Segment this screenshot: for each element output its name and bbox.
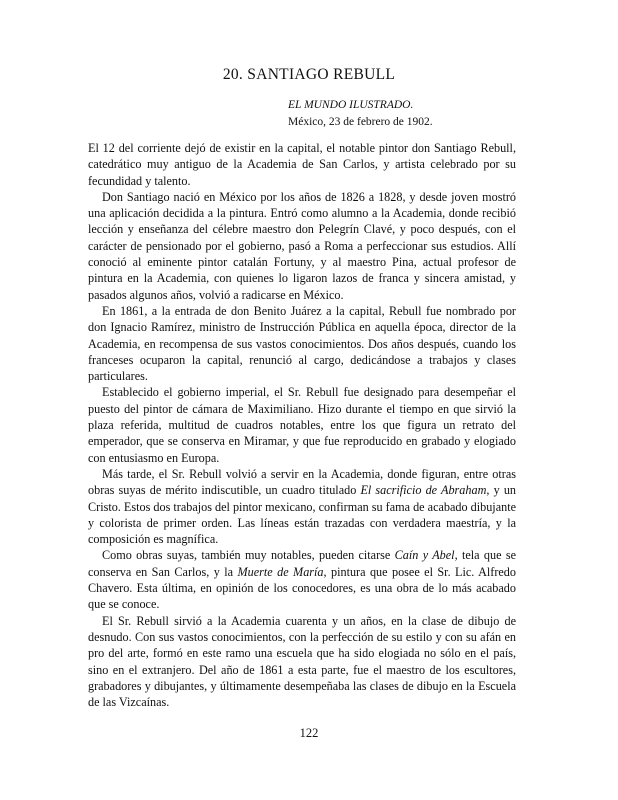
paragraph-text: El Sr. Rebull sirvió a la Academia cuarenta y un años, en la clase de dibujo de desnudo. Con sus vastos conocimientos, con la perfección de su estilo y con su afán en pro del arte, formó en este ramo una escuela que ha sido elogiada no sólo en el país, sino en el extranjero. Del año de 1861 a esta parte, fue el maestro de los escultores, grabadores y dibujantes, y últimamente desempeñaba las clases de dibujo en la Escuela de las Vizcaínas. <box>88 613 516 710</box>
paragraph-text: Como obras suyas, también muy notables, pueden citarse <box>102 548 395 563</box>
chapter-title: 20. SANTIAGO REBULL <box>222 66 396 83</box>
publication-name: EL MUNDO ILUSTRADO. <box>288 99 414 111</box>
paragraph <box>88 189 516 303</box>
paragraph-text: El 12 del corriente dejó de existir en la capital, el notable pintor don Santiago Rebull, catedrático muy antiguo de la Academia de San Carlos, y artista celebrado por su fecundidad y talento. <box>88 141 516 188</box>
paragraph <box>88 466 516 547</box>
paragraph <box>88 384 516 465</box>
artwork-title: Caín y Abel <box>394 548 455 563</box>
paragraph-text: , tela que se conserva en San Carlos, y la <box>88 548 516 579</box>
place-date: México, 23 de febrero de 1902. <box>288 116 433 128</box>
paragraph <box>88 613 516 711</box>
paragraph <box>88 547 516 612</box>
artwork-title: Muerte de María <box>237 564 324 579</box>
page-number: 122 <box>299 726 319 740</box>
artwork-title: El sacrificio de Abraham <box>360 483 487 498</box>
source-heading <box>288 97 433 131</box>
paragraph-text: Establecido el gobierno imperial, el Sr. Rebull fue designado para desempeñar el puesto del pintor de cámara de Maximiliano. Hizo durante el tiempo en que sirvió la plaza referida, multitud de cuadros notables, entre los que figura un retrato del emperador, que se conserva en Miramar, y que fue reproducido en grabado y elogiado con entusiasmo en Europa. <box>88 385 516 465</box>
paragraph-text: Más tarde, el Sr. Rebull volvió a servir en la Academia, donde figuran, entre otras obras suyas de mérito indiscutible, un cuadro titulado <box>88 466 516 498</box>
paragraph-text: , pintura que posee el Sr. Lic. Alfredo Chavero. Esta última, en opinión de los conocedores, es una obra de lo más acabado que se conoce. <box>88 564 516 612</box>
paragraph-text: En 1861, a la entrada de don Benito Juárez a la capital, Rebull fue nombrado por don Ignacio Ramírez, ministro de Instrucción Pública en aquella época, director de la Academia, en recompensa de sus vastos conocimientos. Dos años después, cuando los franceses ocuparon la capital, renunció al cargo, dedicándose a trabajos y clases particulares. <box>88 303 516 384</box>
paragraph <box>88 303 516 384</box>
paragraph-text: , y un Cristo. Estos dos trabajos del pintor mexicano, confirman su fama de acabado dibujante y colorista de primer orden. Las líneas están trazadas con verdadera maestría, y la composición es magnífica. <box>88 483 517 547</box>
paragraph <box>88 140 516 189</box>
article-body <box>88 140 516 710</box>
paragraph-text: Don Santiago nació en México por los años de 1826 a 1828, y desde joven mostró una aplicación decidida a la pintura. Entró como alumno a la Academia, donde recibió lección y enseñanza del célebre maestro don Pelegrín Clavé, y poco después, con el carácter de pensionado por el gobierno, pasó a Roma a perfeccionar sus estudios. Allí conoció al eminente pintor catalán Fortuny, y al maestro Pina, actual profesor de pintura en la Academia, con quienes lo ligaron lazos de franca y sincera amistad, y pasados algunos años, volvió a radicarse en México. <box>88 189 516 302</box>
